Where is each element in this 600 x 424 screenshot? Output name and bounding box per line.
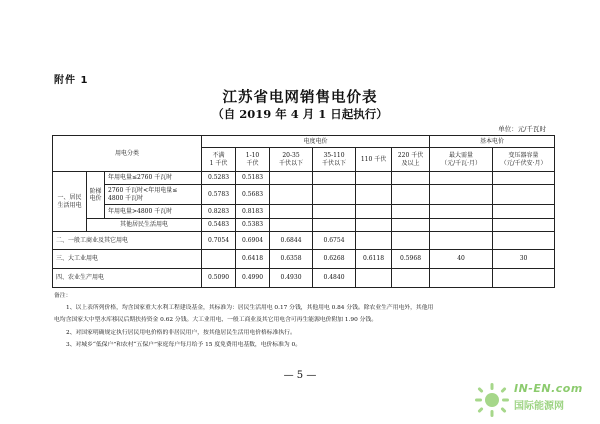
header-transformer-capacity: 变压器容量 （元/千伏安·月） [493, 148, 555, 172]
table-row [53, 250, 555, 269]
tiered-price-label: 阶梯 电价 [87, 172, 105, 219]
cell-value: 0.5783 [202, 185, 236, 205]
sun-logo-icon [474, 380, 514, 418]
cell-value: 0.8183 [236, 205, 270, 219]
cell-value: 0.5183 [236, 172, 270, 185]
page-title: 江苏省电网销售电价表 [222, 89, 378, 106]
table-row [53, 172, 555, 185]
cell-value: 0.5090 [202, 269, 236, 288]
watermark-name: 国际能源网 [514, 401, 564, 412]
cell-value: 0.6844 [270, 232, 313, 250]
row-label: 年用电量≤2760 千瓦时 [105, 172, 202, 185]
header-max-demand: 最大需量 （元/千瓦·月） [430, 148, 493, 172]
page-subtitle: （自 2019 年 4 月 1 日起执行） [212, 107, 388, 121]
unit-label: 单位：元/千瓦时 [498, 125, 546, 133]
cell-value: 0.5968 [392, 250, 430, 269]
cell-value: 0.4990 [236, 269, 270, 288]
category-residential: 一、居民 生活用电 [53, 172, 87, 232]
row-label: 三、大工业用电 [53, 250, 202, 269]
cell-value: 0.4840 [313, 269, 356, 288]
table-row [53, 205, 555, 219]
row-label: 其他居民生活用电 [87, 219, 202, 232]
row-label: 年用电量>4800 千瓦时 [105, 205, 202, 219]
cell-value: 0.4930 [270, 269, 313, 288]
row-label: 二、一般工商业及其它用电 [53, 232, 202, 250]
cell-value: 0.5483 [202, 219, 236, 232]
page-number: — 5 — [283, 370, 317, 381]
note-1b: 电均含国家大中型水库移民后期扶持资金 0.62 分钱。大工业用电、一般工商业及其它用电含可再生能源电价附加 1.90 分钱。 [54, 317, 378, 324]
notes-section [54, 290, 554, 351]
header-under-1kv: 不满 1 千伏 [202, 148, 236, 172]
note-3: 3、对城乡“低保户”和农村“五保户”家庭每户每月给予 15 度免费用电基数，电价标准为 0。 [66, 341, 302, 348]
cell-value: 0.6118 [356, 250, 392, 269]
table-row [53, 185, 555, 205]
notes-header: 备注： [54, 293, 72, 299]
header-energy-price: 电度电价 [202, 136, 430, 148]
row-label: 2760 千瓦时<年用电量≤ 4800 千瓦时 [105, 185, 202, 205]
header-110kv: 110 千伏 [356, 148, 392, 172]
cell-value: 0.6268 [313, 250, 356, 269]
cell-value: 0.6754 [313, 232, 356, 250]
note-1a: 1、以上表所列价格，均含国家重大水利工程建设基金，其标准为：居民生活用电 0.17 分钱，其他用电 0.84 分钱。除农业生产用电外，其他用 [66, 305, 434, 312]
row-label: 四、农业生产用电 [53, 269, 202, 288]
header-20-35kv: 20-35 千伏以下 [270, 148, 313, 172]
watermark-domain: IN-EN.com [514, 382, 583, 395]
cell-value: 0.6418 [236, 250, 270, 269]
table-row [53, 269, 555, 288]
cell-value: 0.7054 [202, 232, 236, 250]
cell-value: 0.6904 [236, 232, 270, 250]
cell-value: 0.5383 [236, 219, 270, 232]
table-header-row [53, 136, 555, 148]
cell-value: 0.5283 [202, 172, 236, 185]
watermark-logo [474, 380, 594, 418]
note-2: 2、对国家明确规定执行居民用电价格的非居民用户，按其他居民生活用电价格标准执行。 [66, 329, 296, 336]
cell-value: 0.5683 [236, 185, 270, 205]
header-basic-price: 基本电价 [430, 136, 555, 148]
price-table [52, 135, 555, 288]
header-1-10kv: 1-10 千伏 [236, 148, 270, 172]
header-category: 用电分类 [53, 136, 202, 172]
cell-value: 40 [430, 250, 493, 269]
cell-value: 0.6358 [270, 250, 313, 269]
cell-value: 30 [493, 250, 555, 269]
header-220kv: 220 千伏 及以上 [392, 148, 430, 172]
table-row [53, 232, 555, 250]
header-35-110kv: 35-110 千伏以下 [313, 148, 356, 172]
cell-value: 0.8283 [202, 205, 236, 219]
attachment-label: 附件 1 [54, 75, 89, 86]
table-row [53, 219, 555, 232]
